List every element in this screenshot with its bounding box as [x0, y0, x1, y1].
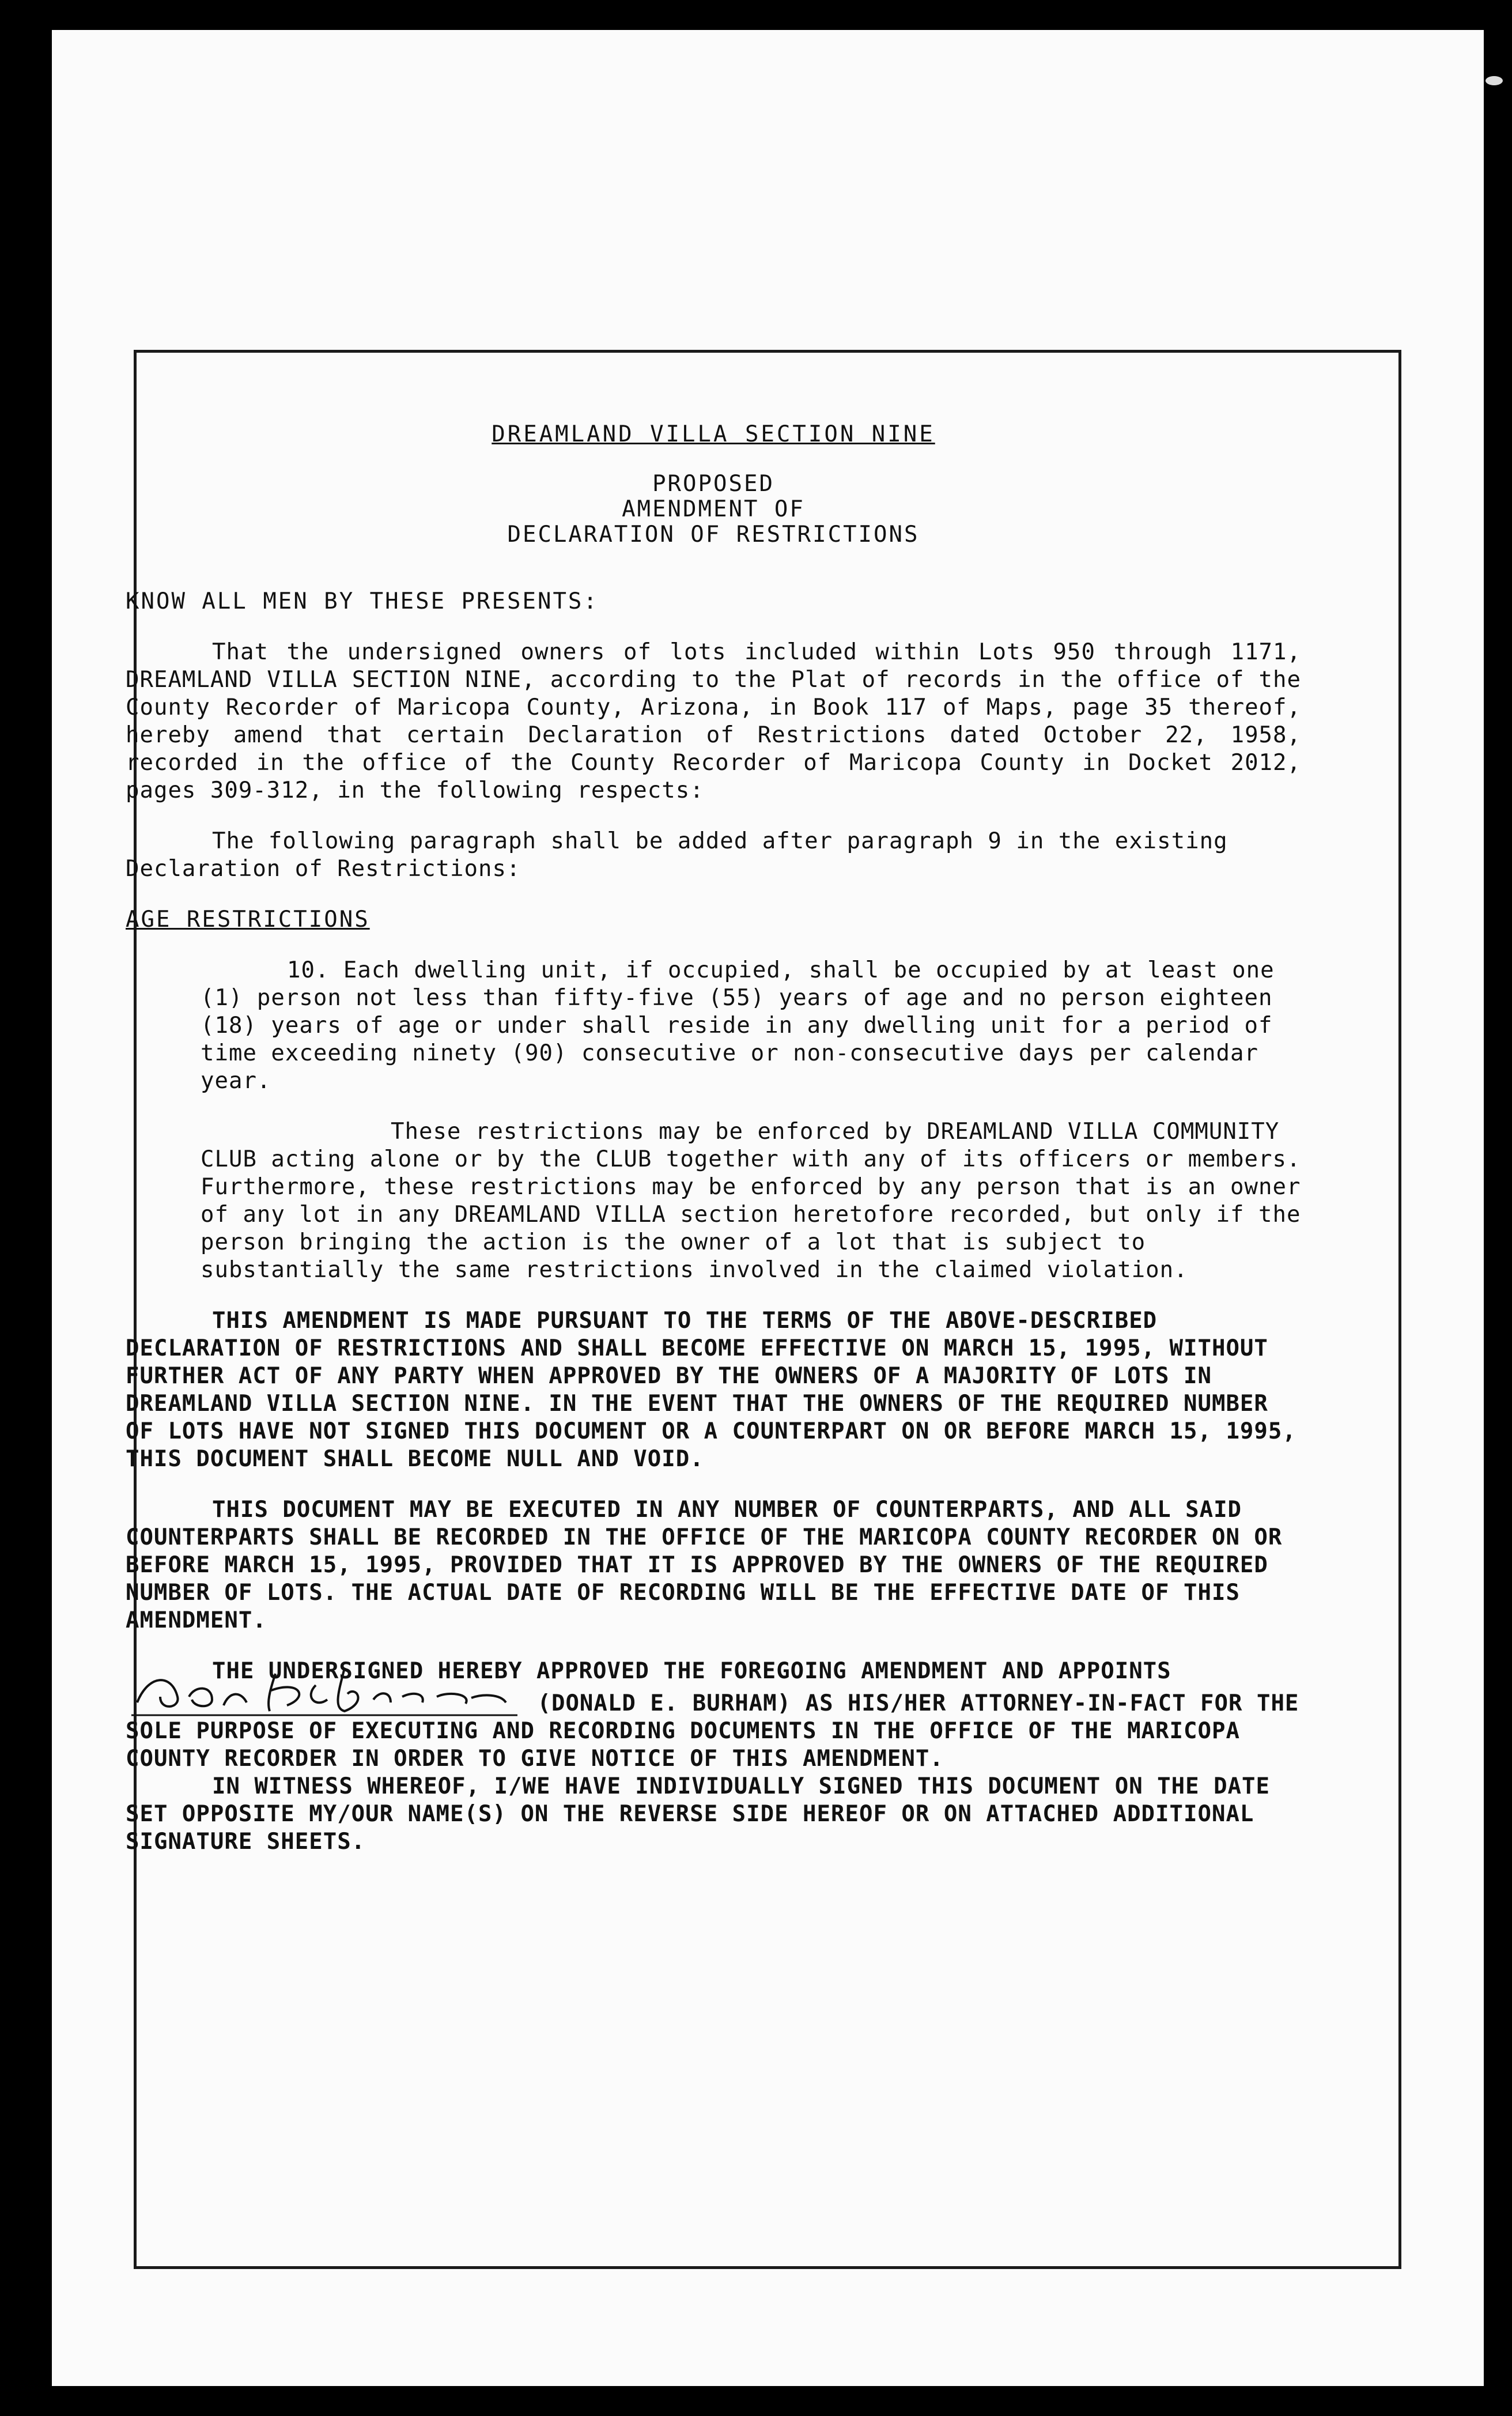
paragraph-10: 10. Each dwelling unit, if occupied, shall be occupied by at least one (1) person not less than fifty-five (55) years of age and no person eighteen (18) years of age or under shall reside in any dwelling unit for a period of time exceeding ninety (90) consecutive or non-consecutive days per calendar year.	[201, 957, 1275, 1094]
counterparts-paragraph: THIS DOCUMENT MAY BE EXECUTED IN ANY NUMBER OF COUNTERPARTS, AND ALL SAID COUNTERPARTS SHALL BE RECORDED IN THE OFFICE OF THE MARICOPA COUNTY RECORDER ON OR BEFORE MARCH 15, 1995, PROVIDED THAT IT IS APPROVED BY THE OWNERS OF THE REQUIRED NUMBER OF LOTS. THE ACTUAL DATE OF RECORDING WILL BE THE EFFECTIVE DATE OF THIS AMENDMENT.	[126, 1497, 1283, 1633]
intro-paragraph: That the undersigned owners of lots included within Lots 950 through 1171, DREAMLAND VILLA SECTION NINE, according to the Plat of records in the office of the County Recorder of Maricopa County, Arizona, in Book 117 of Maps, page 35 thereof, hereby amend that certain Declaration of Restrictions dated October 22, 1958, recorded in the office of the County Recorder of Maricopa County in Docket 2012, pages 309-312, in the following respects:	[126, 639, 1301, 803]
scan-speck	[1485, 76, 1503, 85]
appointment-suffix: (DONALD E. BURHAM) AS HIS/HER ATTORNEY-IN-FACT FOR THE SOLE PURPOSE OF EXECUTING AND RECORDING DOCUMENTS IN THE OFFICE OF THE MARICOPA COUNTY RECORDER IN ORDER TO GIVE NOTICE OF THIS AMENDMENT.	[126, 1690, 1299, 1772]
enforcement-paragraph: These restrictions may be enforced by DREAMLAND VILLA COMMUNITY CLUB acting alone or by the CLUB together with any of its officers or members. Furthermore, these restrictions may be enforced by any person that is an owner of any lot in any DREAMLAND VILLA section heretofore recorded, but only if the person bringing the action is the owner of a lot that is subject to substantially the same restrictions involved in the claimed violation.	[201, 1119, 1301, 1283]
document-title-text: DREAMLAND VILLA SECTION NINE	[492, 421, 935, 447]
subtitle-line-declaration: DECLARATION OF RESTRICTIONS	[507, 522, 920, 548]
signature-icon	[126, 1662, 523, 1720]
document-body	[126, 403, 1301, 1856]
appointment-prefix: THE UNDERSIGNED HEREBY APPROVED THE FOREGOING AMENDMENT AND APPOINTS	[212, 1658, 1171, 1684]
appointment-paragraph	[126, 1658, 1301, 1773]
subtitle-line-amendment: AMENDMENT OF	[622, 496, 805, 522]
amendment-paragraph: THIS AMENDMENT IS MADE PURSUANT TO THE TERMS OF THE ABOVE-DESCRIBED DECLARATION OF RESTRICTIONS AND SHALL BECOME EFFECTIVE ON MARCH 15, 1995, WITHOUT FURTHER ACT OF ANY PARTY WHEN APPROVED BY THE OWNERS OF A MAJORITY OF LOTS IN DREAMLAND VILLA SECTION NINE. IN THE EVENT THAT THE OWNERS OF THE REQUIRED NUMBER OF LOTS HAVE NOT SIGNED THIS DOCUMENT OR A COUNTERPART ON OR BEFORE MARCH 15, 1995, THIS DOCUMENT SHALL BECOME NULL AND VOID.	[126, 1308, 1296, 1472]
witness-paragraph: IN WITNESS WHEREOF, I/WE HAVE INDIVIDUALLY SIGNED THIS DOCUMENT ON THE DATE SET OPPOSITE MY/OUR NAME(S) ON THE REVERSE SIDE HEREOF OR ON ATTACHED ADDITIONAL SIGNATURE SHEETS.	[126, 1773, 1270, 1855]
subtitle-line-proposed: PROPOSED	[652, 471, 774, 497]
document-subtitle	[126, 471, 1301, 548]
section-heading: AGE RESTRICTIONS	[126, 907, 370, 933]
salutation: KNOW ALL MEN BY THESE PRESENTS:	[126, 588, 599, 614]
addition-paragraph: The following paragraph shall be added after paragraph 9 in the existing Declaration of Restrictions:	[126, 828, 1228, 882]
handwritten-signature	[126, 1685, 523, 1717]
document-title	[126, 421, 1301, 448]
